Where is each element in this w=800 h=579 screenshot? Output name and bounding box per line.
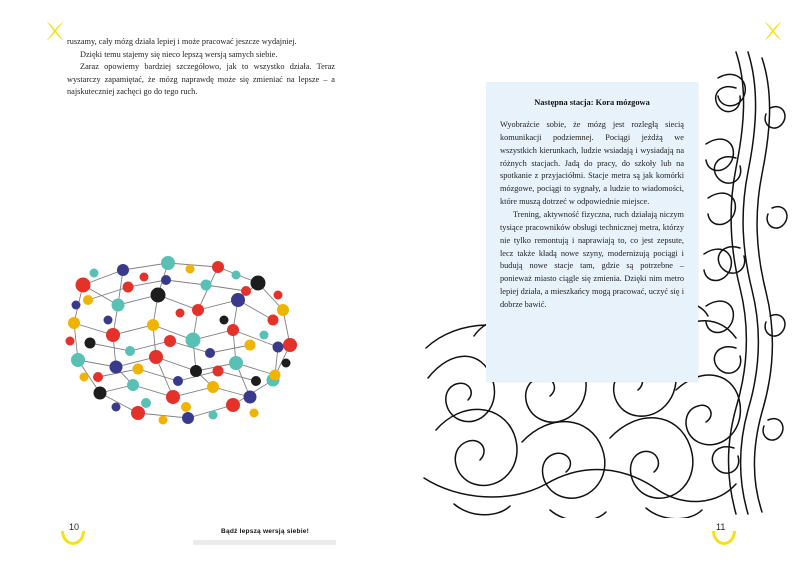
- paragraph: Dzięki temu stajemy się nieco lepszą wersją samych siebie.: [80, 49, 278, 59]
- running-head: Bądź lepszą wersją siebie!: [220, 528, 310, 535]
- running-head-rule: [193, 540, 336, 545]
- info-box: [486, 82, 698, 382]
- smile-icon: [61, 531, 85, 547]
- left-page-text: [67, 36, 335, 99]
- paragraph: Zaraz opowiemy bardziej szczegółowo, jak to wszystko działa. Teraz wystarczy zapamiętać, że mózg naprawdę może się zmieniać na lepsze – a najskuteczniej zachęci go do tego ruch.: [67, 62, 335, 97]
- paragraph: Wyobraźcie sobie, że mózg jest rozległą siecią komunikacji podziemnej. Pociągi jeżdżą we wszystkich kierunkach, ludzie wsiadają i wysiadają na różnych stacjach. Jadą do pracy, do szkoły lub na spotkanie z przyjaciółmi. Stacje metra są jak komórki mózgowe, pociągi to sygnały, a ludzie to wiadomości, które muszą dotrzeć w odpowiednie miejsce.: [500, 120, 684, 207]
- page-number: 11: [716, 522, 726, 532]
- paragraph: ruszamy, cały mózg działa lepiej i może pracować jeszcze wydajniej.: [67, 37, 297, 46]
- page-number: 10: [69, 522, 80, 532]
- brain-network-illustration: [28, 225, 328, 455]
- info-box-title: Następna stacja: Kora mózgowa: [534, 98, 650, 107]
- smile-icon: [712, 531, 736, 547]
- info-box-body: [500, 119, 684, 312]
- paragraph: Trening, aktywność fizyczna, ruch działają niczym tysiące pracowników obsługi technicznej metra, którzy nie tylko remontują i naprawiają to, co jest zepsute, lecz także kładą nowe szyny, modernizują pociągi i budują nowe stacje tam, gdzie są potrzebne – ponieważ miasto ciągle się zmienia. Dzięki nim metro lepiej działa, a mieszkańcy mogą pracować, uczyć się i dobrze bawić.: [500, 210, 684, 310]
